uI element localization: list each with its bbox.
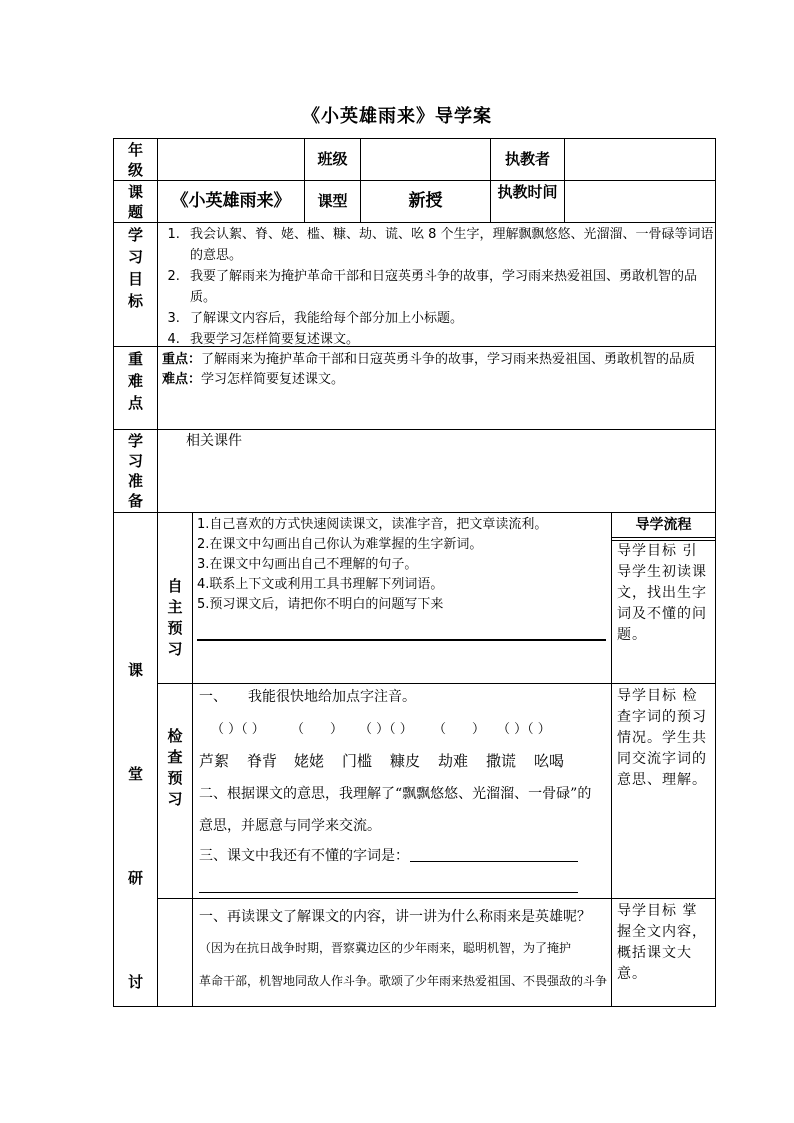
preview-item: 5.预习课文后，请把你不明白的问题写下来 — [197, 597, 444, 612]
grade-label: 年级 — [127, 141, 143, 179]
topic-value: 《小英雄雨来》 — [171, 191, 291, 211]
key-points-label: 重难点 — [127, 350, 143, 412]
time-value[interactable] — [565, 181, 715, 222]
goal-item: 3. 了解课文内容后，我能给每个部分加上小标题。 — [184, 308, 714, 329]
word: 吆喝 — [534, 752, 565, 770]
key-point-label: 重点： — [162, 352, 202, 367]
word: 姥姥 — [294, 752, 325, 770]
study-label-char: 讨 — [127, 973, 143, 991]
teacher-value[interactable] — [565, 139, 715, 180]
teacher-label: 执教者 — [504, 150, 550, 168]
discuss-answer-line: 革命干部，机智地同敌人作斗争。歌颂了少年雨来热爱祖国、不畏强敌的斗争 — [199, 974, 608, 988]
page-title: 《小英雄雨来》导学案 — [302, 106, 492, 127]
hard-point — [162, 370, 712, 390]
word: 劫难 — [438, 752, 469, 770]
key-point-text: 了解雨来为掩护革命干部和日寇英勇斗争的故事，学习雨来热爱祖国、勇敢机智的品质 — [201, 352, 696, 367]
class-label: 班级 — [317, 150, 348, 168]
word-row — [199, 752, 609, 772]
hard-point-text: 学习怎样简要复述课文。 — [201, 372, 345, 387]
key-points-content — [162, 350, 712, 428]
hard-point-label: 难点： — [162, 372, 202, 387]
flow-text-check-preview: 导学目标 检查字词的预习情况。学生共同交流字词的意思、理解。 — [617, 688, 707, 788]
check-preview-label: 检查预习 — [167, 727, 183, 808]
prep-text: 相关课件 — [186, 433, 242, 449]
pinyin-bracket[interactable]: （ ） — [291, 722, 344, 737]
study-label-char: 研 — [127, 869, 143, 887]
preview-item: 3.在课文中勾画出自己不理解的句子。 — [197, 557, 418, 572]
topic-label: 课题 — [127, 183, 143, 221]
grade-value[interactable] — [158, 139, 304, 180]
pinyin-bracket[interactable]: （ ）（ ） — [359, 722, 413, 737]
goals-label: 学习目标 — [127, 226, 143, 310]
prep-label: 学习准备 — [127, 432, 143, 510]
answer-line[interactable] — [410, 861, 578, 862]
flow-header: 导学流程 — [635, 517, 692, 533]
check-line-5: 三、课文中我还有不懂的字词是： — [199, 848, 409, 864]
type-label: 课型 — [317, 192, 348, 210]
word: 糠皮 — [390, 752, 421, 770]
goal-item: 1. 我会认絮、脊、姥、槛、糠、劫、谎、吆 8 个生字，理解飘飘悠悠、光溜溜、一骨碌等词语的意思。 — [184, 224, 714, 266]
check-line-4: 意思，并愿意与同学来交流。 — [199, 818, 381, 834]
bracket-row — [199, 721, 609, 741]
answer-line[interactable] — [197, 639, 606, 641]
flow-text-discuss: 导学目标 掌握全文内容，概括课文大意。 — [617, 903, 707, 982]
pinyin-bracket[interactable]: （ ）（ ） — [211, 722, 265, 737]
discuss-question: 一、再读课文了解课文的内容，讲一讲为什么称雨来是英雄呢？ — [199, 909, 591, 925]
preview-item: 2.在课文中勾画出自己你认为难掌握的生字新词。 — [197, 537, 483, 552]
type-value: 新授 — [408, 191, 443, 211]
class-value[interactable] — [361, 139, 490, 180]
check-line-1: 一、 我能很快地给加点字注音。 — [199, 689, 416, 705]
goal-item: 4. 我要学习怎样简要复述课文。 — [184, 329, 714, 350]
time-label: 执教时间 — [497, 183, 558, 201]
preview-item: 4.联系上下文或利用工具书理解下列词语。 — [197, 577, 444, 592]
self-preview-items — [197, 515, 609, 675]
word: 门槛 — [342, 752, 373, 770]
pinyin-bracket[interactable]: （ ） — [433, 722, 486, 737]
word: 芦絮 — [199, 752, 230, 770]
study-label-char: 课 — [127, 661, 143, 679]
answer-line[interactable] — [199, 892, 578, 893]
preview-item: 1.自己喜欢的方式快速阅读课文，读准字音，把文章读流利。 — [197, 517, 548, 532]
flow-text-self-preview: 导学目标 引导学生初读课文，找出生字词及不懂的问题。 — [617, 543, 707, 643]
discuss-answer-line: （因为在抗日战争时期，晋察冀边区的少年雨来，聪明机智，为了掩护 — [199, 941, 572, 955]
check-line-3: 二、根据课文的意思，我理解了“飘飘悠悠、光溜溜、一骨碌”的 — [199, 786, 592, 802]
word: 撒谎 — [486, 752, 517, 770]
word: 脊背 — [247, 752, 278, 770]
pinyin-bracket[interactable]: （ ）（ ） — [497, 722, 551, 737]
goals-list — [160, 224, 714, 346]
key-point — [162, 350, 712, 370]
study-label-char: 堂 — [127, 765, 143, 783]
self-preview-label: 自主预习 — [167, 577, 183, 658]
goal-item: 2. 我要了解雨来为掩护革命干部和日寇英勇斗争的故事，学习雨来热爱祖国、勇敢机智的品质。 — [184, 266, 714, 308]
